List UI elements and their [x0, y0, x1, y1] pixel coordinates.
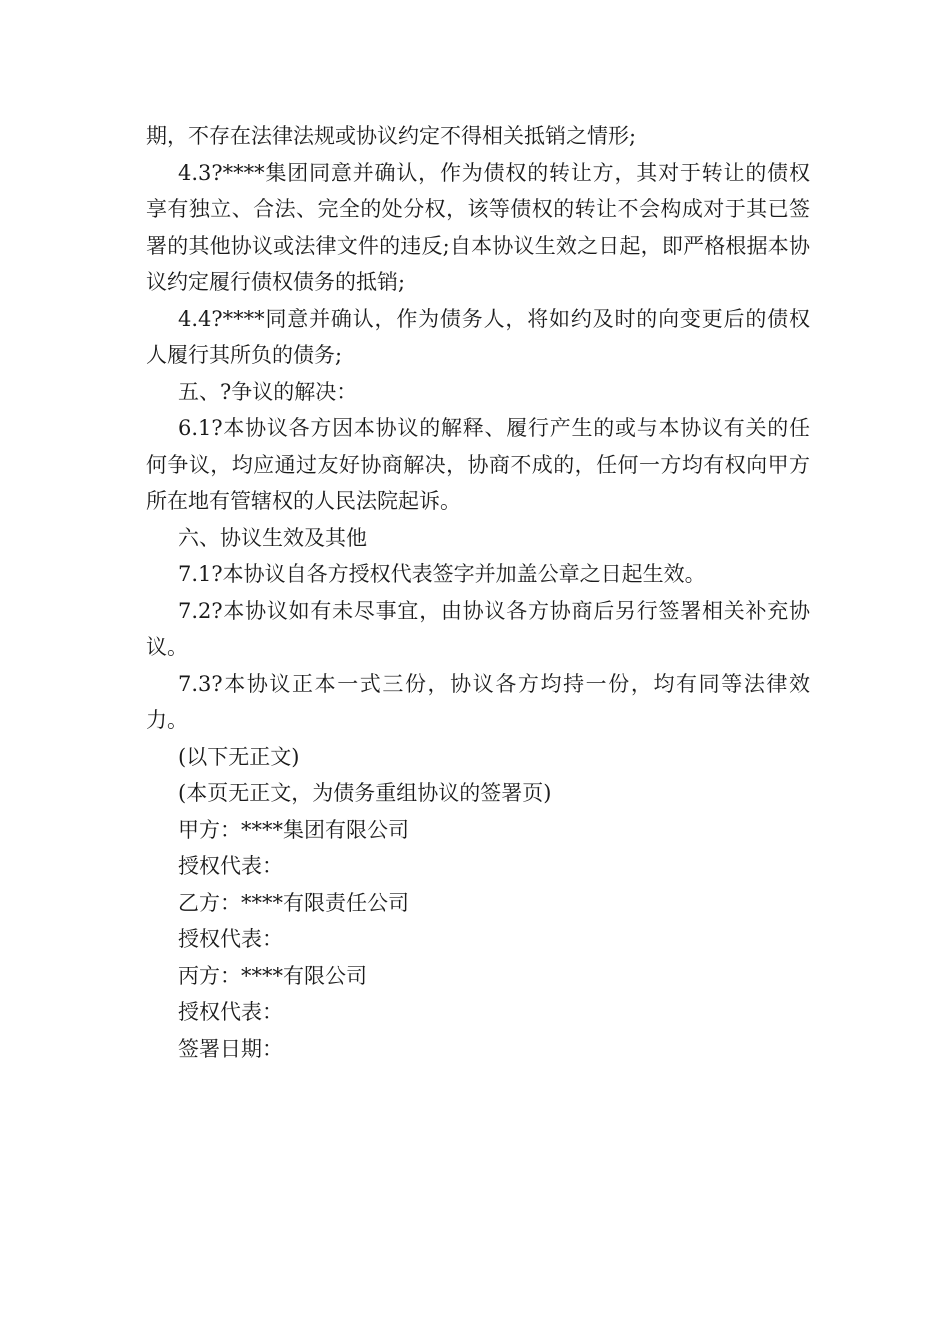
party-b-line: 乙方：****有限责任公司 — [178, 890, 409, 915]
party-a-line: 甲方：****集团有限公司 — [178, 817, 409, 842]
signature-page-note: (本页无正文，为债务重组协议的签署页) — [178, 781, 552, 805]
clause-7-3: 7.3?本协议正本一式三份，协议各方均持一份，均有同等法律效力。 — [146, 671, 810, 732]
clause-7-2: 7.2?本协议如有未尽事宜，由协议各方协商后另行签署相关补充协议。 — [146, 598, 810, 659]
signing-date-line: 签署日期： — [178, 1036, 283, 1061]
party-a-representative: 授权代表： — [178, 854, 283, 878]
clause-4-3: 4.3?****集团同意并确认，作为债权的转让方，其对于转让的债权享有独立、合法、完全的处分权，该等债权的转让不会构成对于其已签署的其他协议或法律文件的违反;自本协议生效之日起，即严格根据本协议约定履行债权债务的抵销; — [146, 160, 810, 294]
section-heading-dispute: 五、?争议的解决： — [178, 379, 358, 404]
clause-6-1: 6.1?本协议各方因本协议的解释、履行产生的或与本协议有关的任何争议，均应通过友好协商解决，协商不成的，任何一方均有权向甲方所在地有管辖权的人民法院起诉。 — [146, 416, 810, 513]
clause-7-1: 7.1?本协议自各方授权代表签字并加盖公章之日起生效。 — [178, 562, 706, 586]
party-b-representative: 授权代表： — [178, 927, 283, 951]
section-heading-effectiveness: 六、协议生效及其他 — [178, 525, 367, 550]
party-c-line: 丙方：****有限公司 — [178, 963, 367, 988]
document-page — [146, 118, 810, 1067]
no-text-below-note: (以下无正文) — [178, 744, 300, 769]
clause-4-4: 4.4?****同意并确认，作为债务人，将如约及时的向变更后的债权人履行其所负的债务; — [146, 306, 810, 367]
paragraph-continuation: 期，不存在法律法规或协议约定不得相关抵销之情形; — [146, 124, 637, 148]
party-c-representative: 授权代表： — [178, 1000, 283, 1024]
